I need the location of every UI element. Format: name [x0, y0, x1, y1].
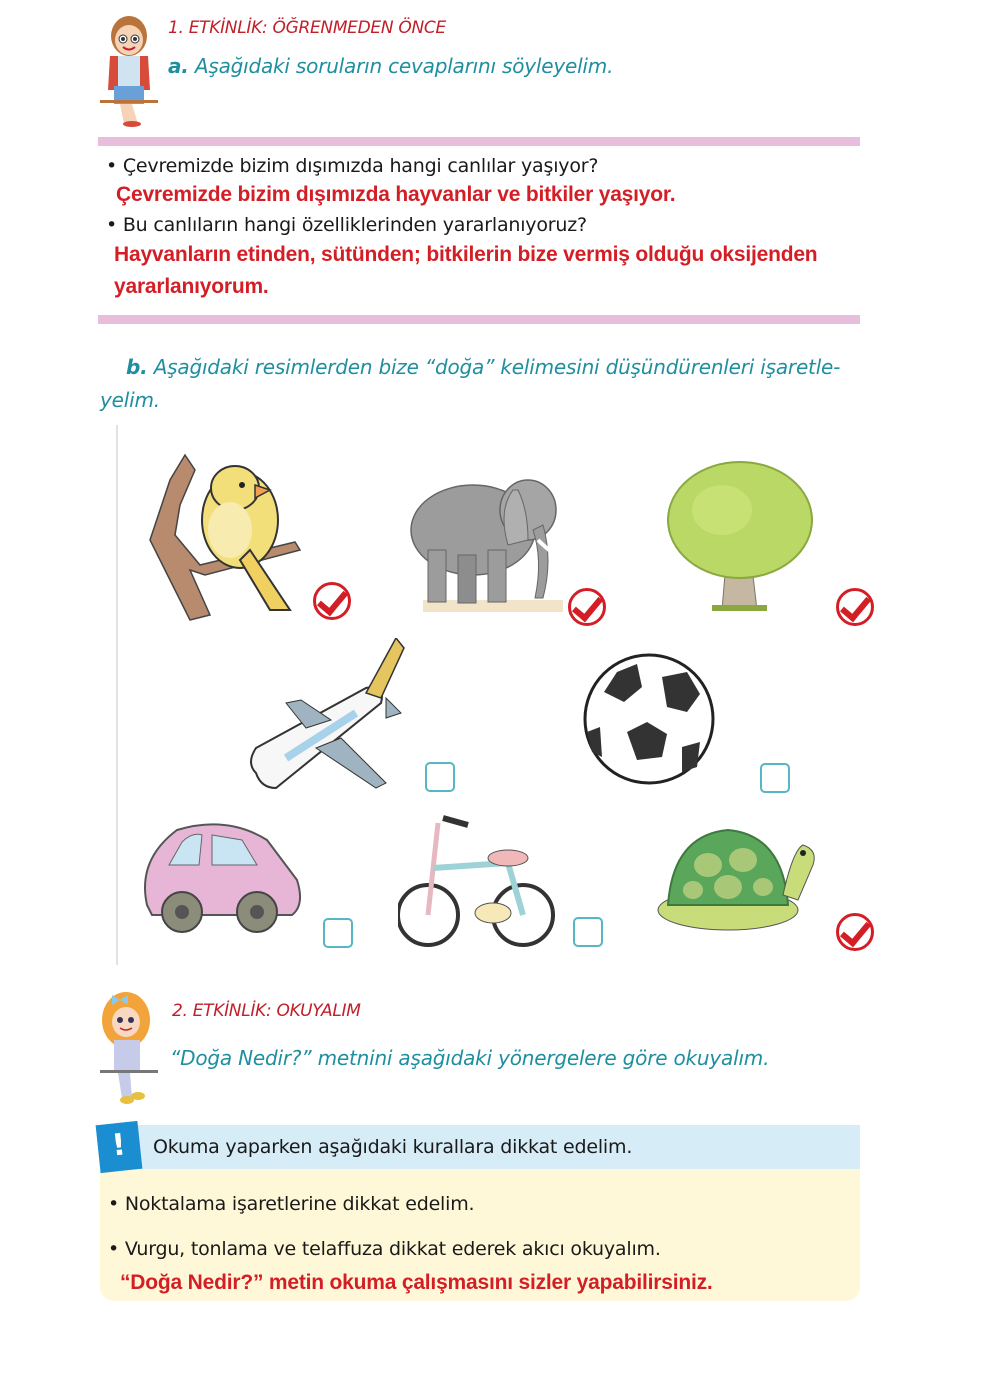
- car-icon: [137, 820, 307, 935]
- reading-rules-box: [100, 1125, 860, 1301]
- activity-2-title: 2. ETKİNLİK: OKUYALIM: [172, 1001, 361, 1021]
- answer-1: Çevremizde bizim dışımızda hayvanlar ve bitkiler yaşıyor.: [116, 183, 676, 206]
- airplane-checkbox[interactable]: [425, 762, 455, 792]
- reading-answer: “Doğa Nedir?” metin okuma çalışmasını sizler yapabilirsiniz.: [120, 1271, 713, 1294]
- part-a-text: Aşağıdaki soruların cevaplarını söyleyelim.: [194, 54, 614, 78]
- reading-rules-header-text: Okuma yaparken aşağıdaki kurallara dikkat edelim.: [153, 1136, 633, 1158]
- part-b-text: Aşağıdaki resimlerden bize “doğa” kelimesini düşündürenleri işaretle-: [153, 355, 841, 379]
- soccer-ball-icon: [582, 652, 717, 787]
- bicycle-icon: [398, 813, 558, 951]
- part-b-letter: b.: [126, 355, 148, 379]
- picture-area-left-border: [116, 425, 118, 965]
- reading-rule-2: • Vurgu, tonlama ve telaffuza dikkat ederek akıcı okuyalım.: [108, 1238, 661, 1260]
- boy-character-illustration: [98, 12, 160, 127]
- reading-rules-header: [100, 1125, 860, 1169]
- turtle-icon: [653, 825, 818, 940]
- activity-1-title: 1. ETKİNLİK: ÖĞRENMEDEN ÖNCE: [168, 18, 446, 38]
- answer-2-line-1: Hayvanların etinden, sütünden; bitkilerin bize vermiş olduğu oksijenden: [114, 243, 818, 266]
- pink-divider-top: [98, 137, 860, 146]
- elephant-icon: [403, 470, 573, 615]
- answer-2-line-2: yararlanıyorum.: [114, 275, 269, 298]
- part-a-letter: a.: [168, 54, 189, 78]
- airplane-icon: [246, 638, 406, 793]
- question-1: • Çevremizde bizim dışımızda hangi canlılar yaşıyor?: [106, 155, 599, 177]
- bird-checkbox-checked[interactable]: [313, 582, 351, 620]
- part-a-instruction: [168, 54, 613, 78]
- elephant-checkbox-checked[interactable]: [568, 588, 606, 626]
- question-2: • Bu canlıların hangi özelliklerinden yararlanıyoruz?: [106, 214, 587, 236]
- soccer-ball-checkbox[interactable]: [760, 763, 790, 793]
- reading-rule-1: • Noktalama işaretlerine dikkat edelim.: [108, 1193, 475, 1215]
- exclamation-icon: !: [96, 1121, 143, 1173]
- bird-icon: [130, 450, 310, 625]
- tree-icon: [662, 455, 822, 615]
- girl-character-illustration: [98, 990, 160, 1108]
- part-b-instruction-line-1: [126, 355, 840, 379]
- turtle-checkbox-checked[interactable]: [836, 913, 874, 951]
- tree-checkbox-checked[interactable]: [836, 588, 874, 626]
- bicycle-checkbox[interactable]: [573, 917, 603, 947]
- activity-2-instruction: “Doğa Nedir?” metnini aşağıdaki yönergelere göre okuyalım.: [170, 1046, 770, 1070]
- car-checkbox[interactable]: [323, 918, 353, 948]
- part-b-instruction-line-2: yelim.: [100, 388, 160, 412]
- pink-divider-bottom: [98, 315, 860, 324]
